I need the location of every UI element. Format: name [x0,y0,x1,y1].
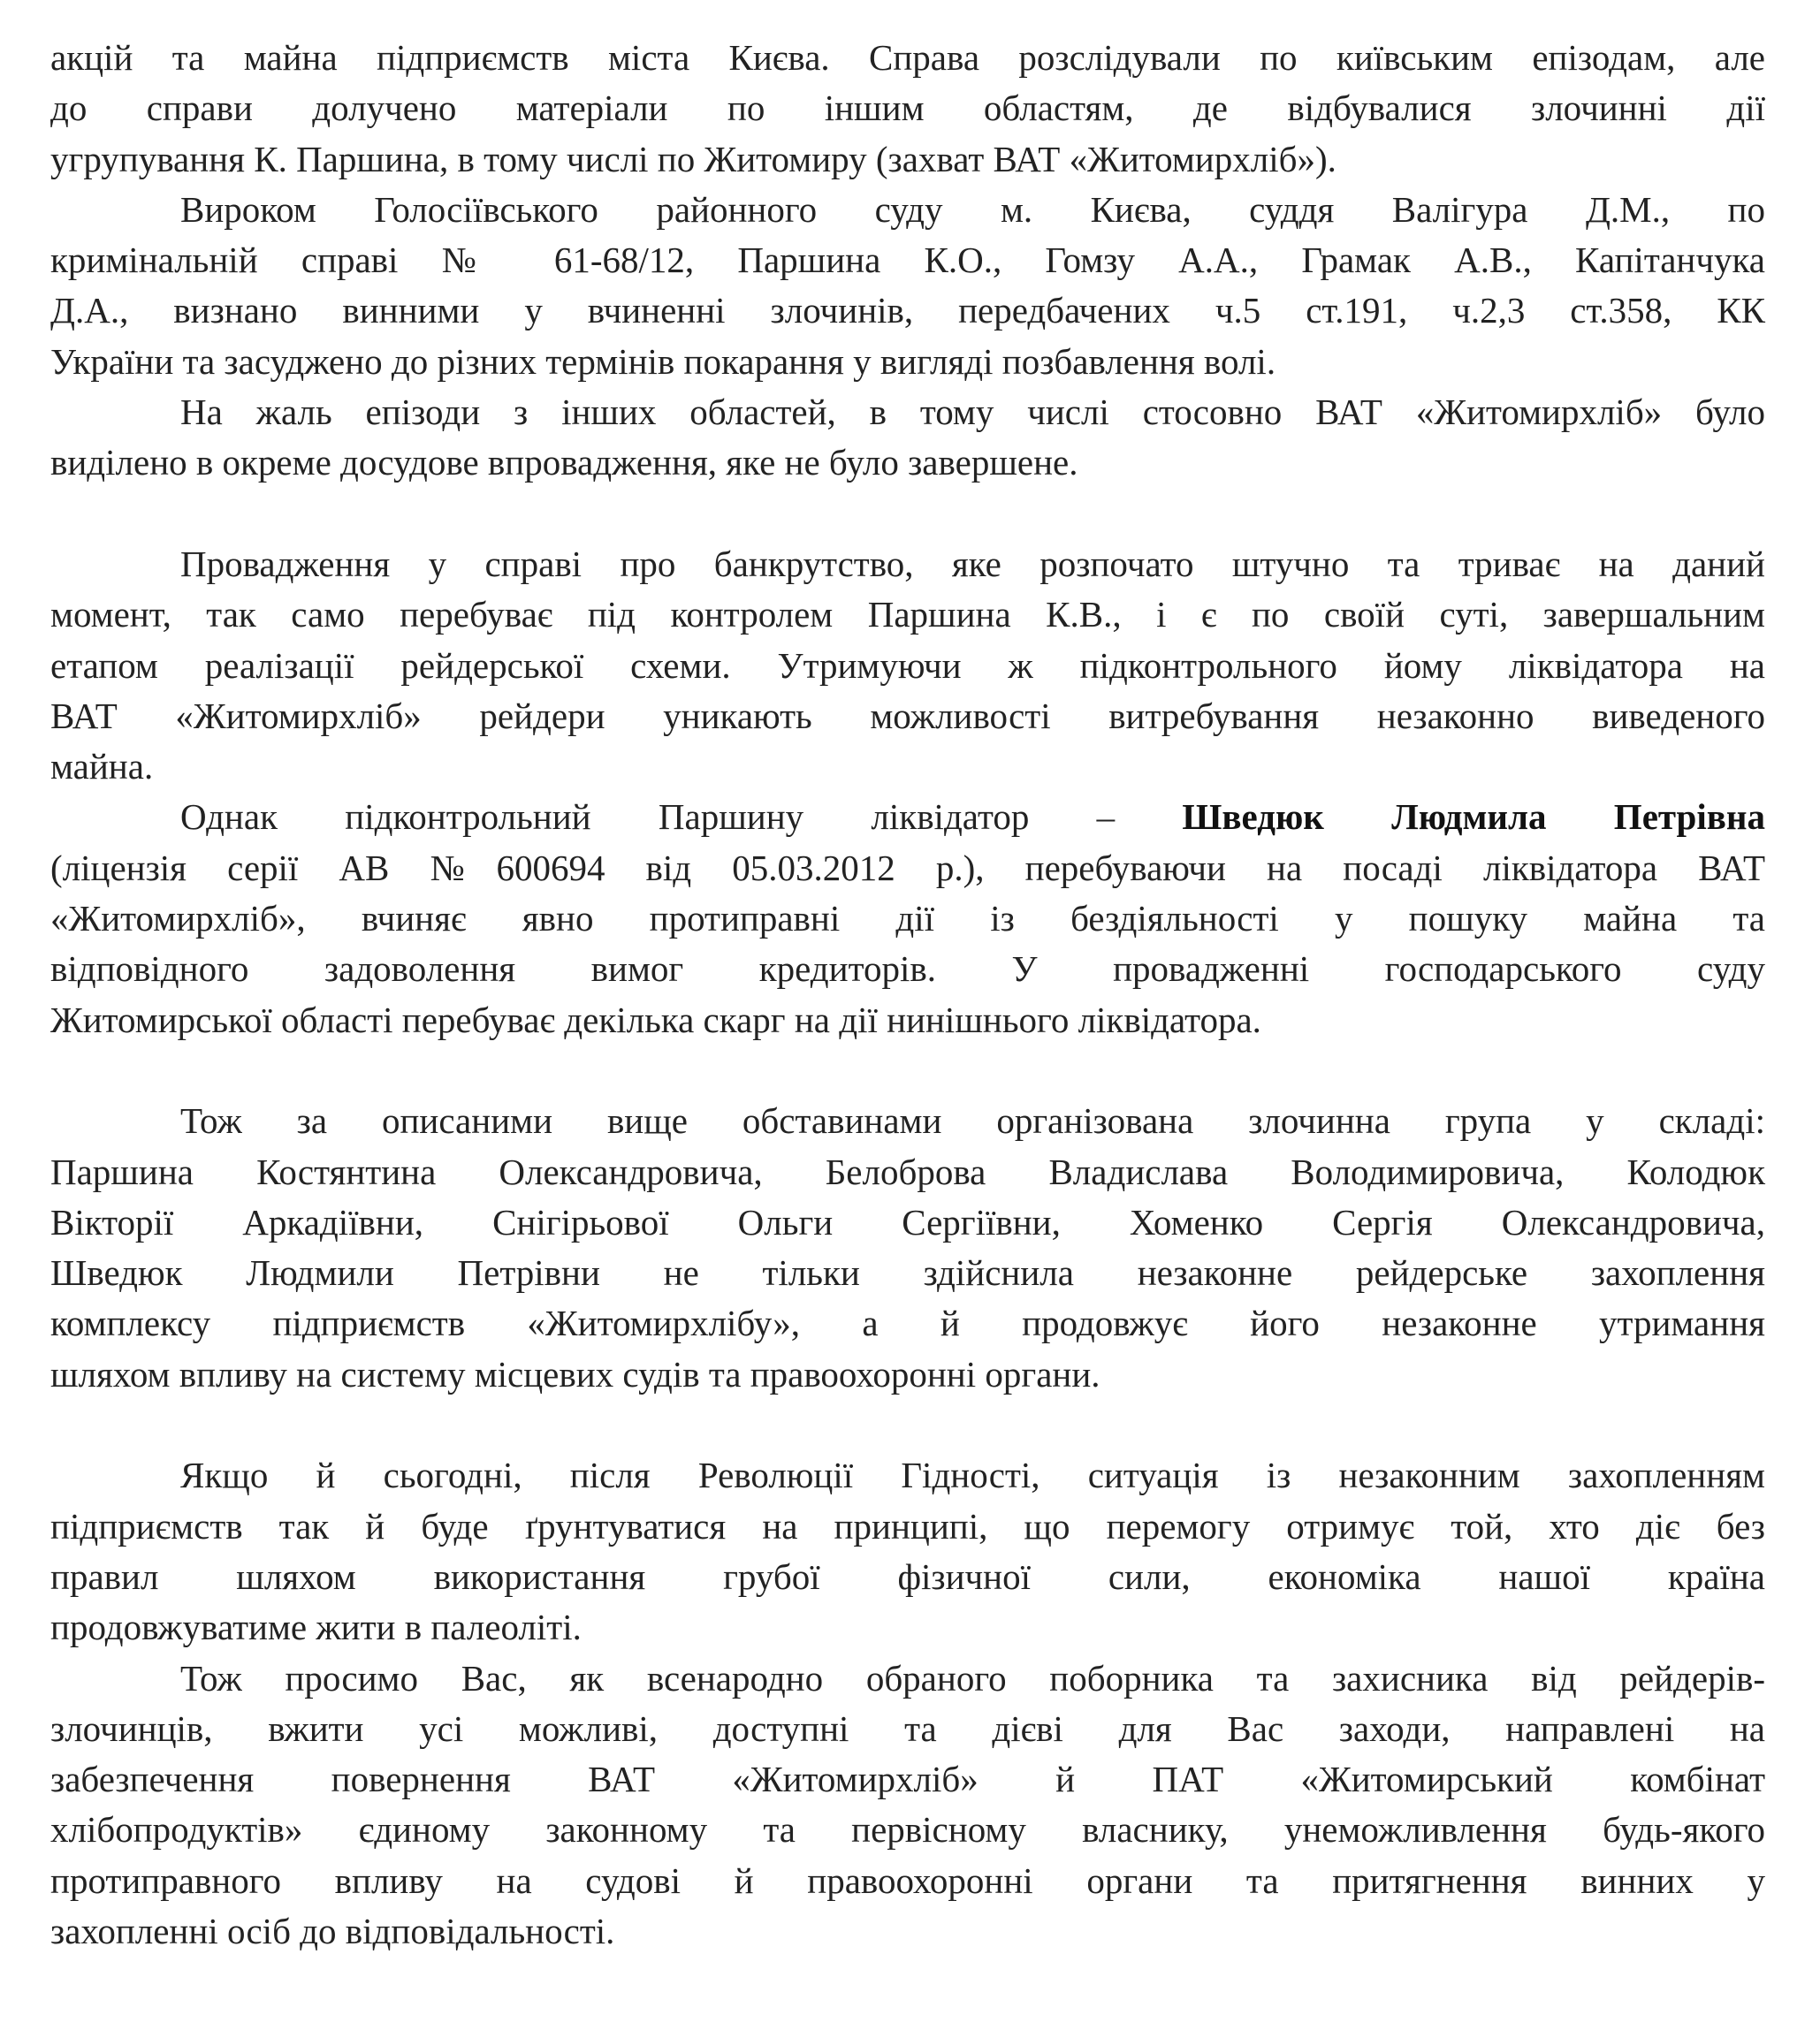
text-line: Якщо й сьогодні, після Революції Гідності, ситуація із незаконним захопленням [180,1455,1765,1496]
text-line: відповідного задоволення вимог кредиторів. У провадженні господарського суду [50,948,1765,990]
text-line: комплексу підприємств «Житомирхлібу», а й продовжує його незаконне утримання [50,1303,1765,1344]
paragraph [50,1654,1765,1958]
paragraph [50,33,1765,185]
text-line: угрупування К. Паршина, в тому числі по Житомиру (захват ВАТ «Житомирхліб»). [50,138,1336,179]
paragraph [50,387,1765,489]
text-line: Шведюк Людмили Петрівни не тільки здійснила незаконне рейдерське захоплення [50,1252,1765,1294]
paragraph [50,792,1765,1045]
paragraph [50,185,1765,387]
paragraph [50,1096,1765,1400]
text-line: момент, так само перебуває під контролем Паршина К.В., і є по своїй суті, завершальним [50,594,1765,635]
text-line: протиправного впливу на судові й правоохоронні органи та притягнення винних у [50,1859,1765,1901]
text-line: продовжуватиме жити в палеоліті. [50,1607,582,1648]
text-line: Вікторії Аркадіївни, Снігірьової Ольги Сергіївни, Хоменко Сергія Олександровича, [50,1201,1765,1243]
text-line: виділено в окреме досудове впровадження, яке не було завершене. [50,442,1078,483]
text-line: підприємств так й буде ґрунтуватися на принципі, що перемогу отримує той, хто діє без [50,1505,1765,1547]
text-line: України та засуджено до різних термінів покарання у вигляді позбавлення волі. [50,340,1276,382]
text-line [50,792,1765,842]
text-line: Тож просимо Вас, як всенародно обраного поборника та захисника від рейдерів- [180,1657,1765,1699]
text-line: кримінальній справі № 61-68/12, Паршина К.О., Гомзу А.А., Грамак А.В., Капітанчука [50,239,1765,281]
blank-line [50,1400,1765,1450]
text-line: Паршина Костянтина Олександровича, Белоброва Владислава Володимировича, Колодюк [50,1151,1765,1192]
text-line: Житомирської області перебуває декілька скарг на дії нинішнього ліквідатора. [50,999,1261,1040]
document-page [50,33,1765,1957]
paragraph [50,1450,1765,1653]
text-line: ВАТ «Житомирхліб» рейдери уникають можливості витребування незаконно виведеного [50,695,1765,736]
blank-line [50,489,1765,539]
text-line: На жаль епізоди з інших областей, в тому числі стосовно ВАТ «Житомирхліб» було [180,392,1765,433]
text-line: забезпечення повернення ВАТ «Житомирхліб» й ПАТ «Житомирський комбінат [50,1759,1765,1800]
text-line: до справи долучено матеріали по іншим областям, де відбувалися злочинні дії [50,87,1765,129]
text-line: етапом реалізації рейдерської схеми. Утримуючи ж підконтрольного йому ліквідатора на [50,644,1765,686]
text-line: акцій та майна підприємств міста Києва. Справа розслідували по київським епізодам, але [50,37,1765,78]
blank-line [50,1045,1765,1096]
text-line: шляхом впливу на систему місцевих судів та правоохоронні органи. [50,1353,1100,1395]
text-line: правил шляхом використання грубої фізичної сили, економіка нашої країна [50,1555,1765,1597]
text-line: Провадження у справі про банкрутство, яке розпочато штучно та триває на даний [180,543,1765,584]
text-line: Тож за описаними вище обставинами організована злочинна група у складі: [180,1100,1765,1142]
text-line: Д.А., визнано винними у вчиненні злочинів, передбачених ч.5 ст.191, ч.2,3 ст.358, КК [50,290,1765,331]
liquidator-name-bold: Шведюк Людмила Петрівна [1182,796,1765,838]
text-line: злочинців, вжити усі можливі, доступні та дієві для Вас заходи, направлені на [50,1707,1765,1749]
text-line: «Житомирхліб», вчиняє явно протиправні дії із бездіяльності у пошуку майна та [50,898,1765,939]
text-line: захопленні осіб до відповідальності. [50,1910,615,1951]
text-line: (ліцензія серії АВ №600694 від 05.03.2012 р.), перебуваючи на посаді ліквідатора ВАТ [50,847,1765,888]
text-span: Однак підконтрольний Паршину ліквідатор – [180,796,1183,838]
paragraph [50,539,1765,792]
text-line: майна. [50,746,154,787]
text-line: Вироком Голосіївського районного суду м. Києва, суддя Валігура Д.М., по [180,188,1765,230]
text-line: хлібопродуктів» єдиному законному та первісному власнику, унеможливлення будь-якого [50,1809,1765,1851]
